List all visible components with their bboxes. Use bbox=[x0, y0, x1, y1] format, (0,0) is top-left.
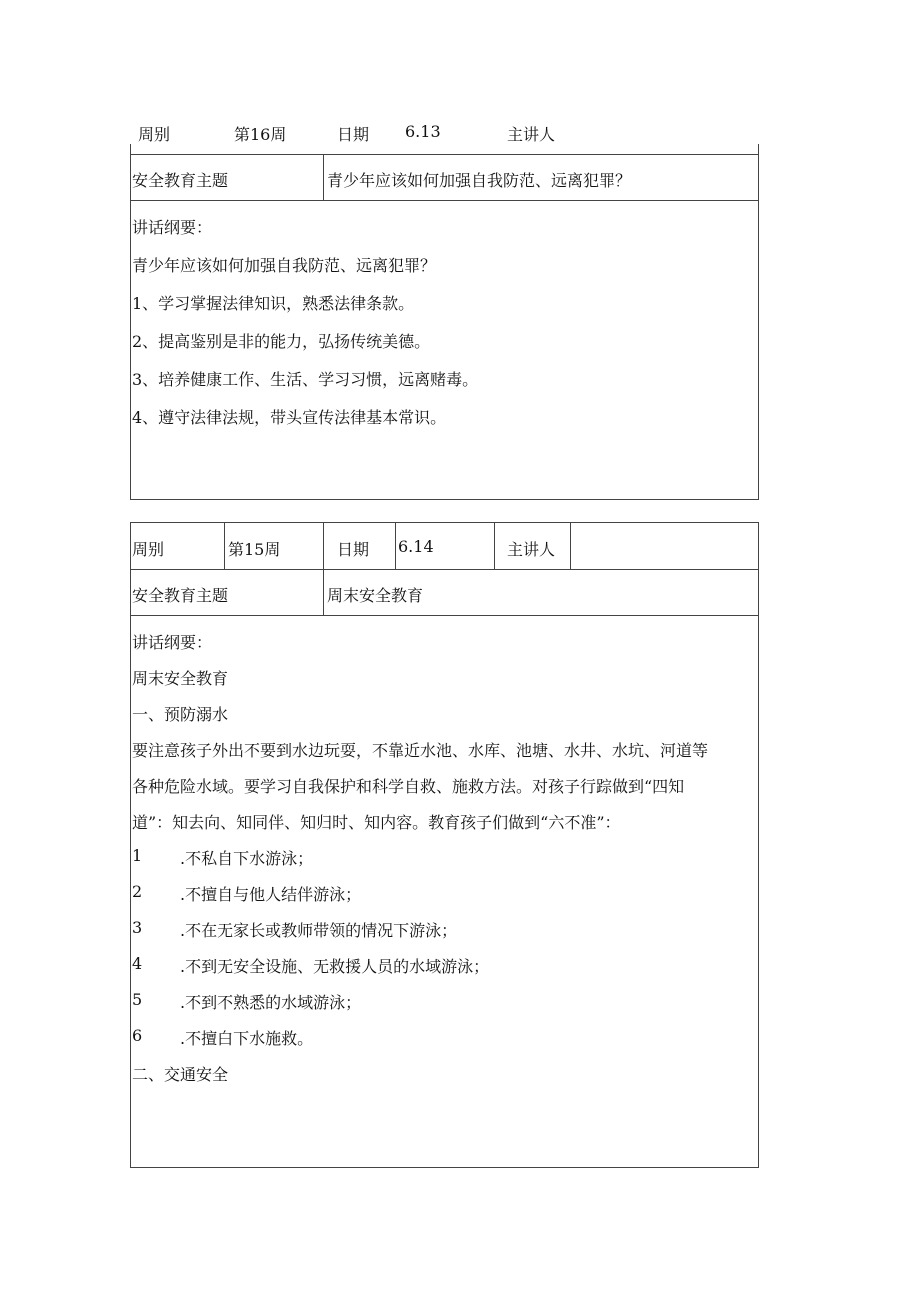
theme-value: 青少年应该如何加强自我防范、远离犯罪？ bbox=[327, 171, 632, 190]
rule-text: .不擅白下水施救。 bbox=[180, 1029, 314, 1048]
column-divider bbox=[570, 522, 571, 569]
row-divider bbox=[130, 200, 759, 201]
paragraph-line: 要注意孩子外出不要到水边玩耍，不靠近水池、水库、池塘、水井、水坑、河道等 bbox=[132, 741, 709, 760]
table-left-border bbox=[130, 522, 131, 1168]
row-divider bbox=[130, 615, 759, 616]
theme-label: 安全教育主题 bbox=[132, 586, 229, 605]
date-value: 6.13 bbox=[405, 122, 441, 141]
rule-number: 3 bbox=[132, 918, 143, 937]
theme-label: 安全教育主题 bbox=[132, 171, 229, 190]
speaker-label: 主讲人 bbox=[507, 540, 556, 559]
outline-line: 3、培养健康工作、生活、学习习惯，远离赌毒。 bbox=[132, 370, 479, 389]
outline-line: 1、学习掌握法律知识，熟悉法律条款。 bbox=[132, 294, 415, 313]
theme-value: 周末安全教育 bbox=[327, 586, 424, 605]
outline-title: 周末安全教育 bbox=[132, 669, 229, 688]
rule-number: 4 bbox=[132, 954, 143, 973]
section-heading: 一、预防溺水 bbox=[132, 705, 229, 724]
rule-number: 6 bbox=[132, 1026, 143, 1045]
date-value: 6.14 bbox=[398, 537, 434, 556]
table-bottom-border bbox=[130, 499, 759, 500]
outline-label: 讲话纲要： bbox=[132, 218, 213, 237]
column-divider bbox=[323, 154, 324, 200]
week-value: 第16周 bbox=[234, 125, 287, 144]
week-value: 第15周 bbox=[228, 540, 281, 559]
column-divider bbox=[395, 522, 396, 569]
table-bottom-border bbox=[130, 1167, 759, 1168]
section-heading: 二、交通安全 bbox=[132, 1065, 229, 1084]
week-label: 周别 bbox=[132, 540, 165, 559]
rule-text: .不在无家长或教师带领的情况下游泳； bbox=[180, 921, 458, 940]
table-right-border bbox=[758, 144, 759, 500]
rule-number: 2 bbox=[132, 882, 143, 901]
rule-text: .不到不熟悉的水域游泳； bbox=[180, 993, 362, 1012]
rule-number: 1 bbox=[132, 846, 143, 865]
outline-line: 青少年应该如何加强自我防范、远离犯罪？ bbox=[132, 256, 437, 275]
rule-number: 5 bbox=[132, 990, 143, 1009]
outline-line: 2、提高鉴别是非的能力，弘扬传统美德。 bbox=[132, 332, 431, 351]
paragraph-line: 各种危险水域。要学习自我保护和科学自救、施救方法。对孩子行踪做到“四知 bbox=[132, 777, 685, 796]
speaker-label: 主讲人 bbox=[507, 125, 556, 144]
row-divider bbox=[130, 154, 759, 155]
rule-text: .不到无安全设施、无救援人员的水域游泳； bbox=[180, 957, 490, 976]
rule-text: .不私自下水游泳； bbox=[180, 849, 314, 868]
outline-line: 4、遵守法律法规，带头宣传法律基本常识。 bbox=[132, 408, 447, 427]
table-left-border bbox=[130, 144, 131, 500]
outline-label: 讲话纲要： bbox=[132, 633, 213, 652]
column-divider bbox=[323, 522, 324, 615]
date-label: 日期 bbox=[337, 125, 370, 144]
paragraph-line: 道”：知去向、知同伴、知归时、知内容。教育孩子们做到“六不准”： bbox=[132, 813, 621, 832]
date-label: 日期 bbox=[337, 540, 370, 559]
table-right-border bbox=[758, 522, 759, 1168]
row-divider bbox=[130, 569, 759, 570]
rule-text: .不擅自与他人结伴游泳； bbox=[180, 885, 362, 904]
column-divider bbox=[224, 522, 225, 569]
week-label: 周别 bbox=[138, 125, 171, 144]
column-divider bbox=[494, 522, 495, 569]
